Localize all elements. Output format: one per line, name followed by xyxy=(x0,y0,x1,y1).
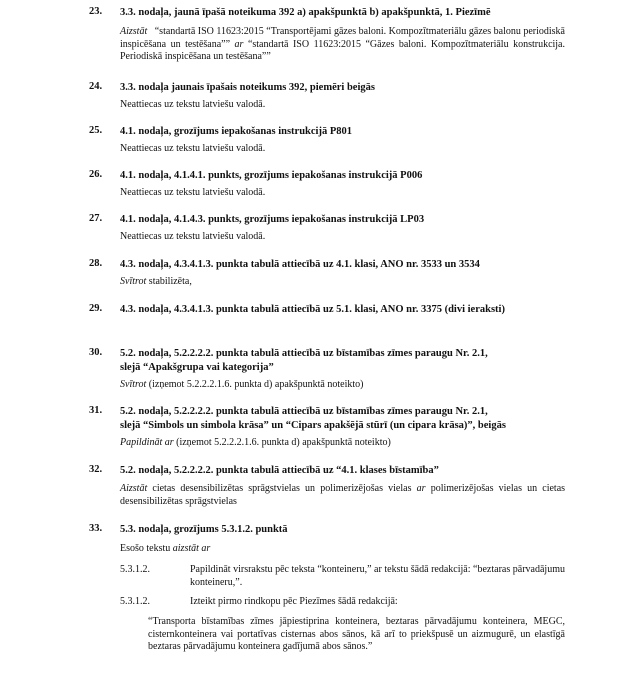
instruction-word: Aizstāt xyxy=(120,26,148,37)
entry-number: 31. xyxy=(89,405,103,416)
entry-body xyxy=(120,276,565,289)
entry-heading: 4.1. nodaļa, 4.1.4.1. punkts, grozījums iepakošanas instrukcijā P006 xyxy=(120,170,423,181)
intro-text: Esošo tekstu xyxy=(120,543,171,554)
entry-number: 23. xyxy=(89,6,103,17)
entry-body xyxy=(120,26,565,64)
item-text: Papildināt virsrakstu pēc teksta “konteineru,” ar tekstu šādā redakcijā: “beztaras pārvadājumu konteineru,”. xyxy=(190,564,565,588)
entry-heading: 5.3. nodaļa, grozījums 5.3.1.2. punktā xyxy=(120,524,288,535)
instruction-word: ar xyxy=(416,483,426,494)
quoted-text: “Transporta bīstamības zīmes jāpiestiprina konteinera, beztaras pārvadājumu konteinera, MEGC, cisternkonteinera vai portatīvas cisternas abos sānos, kā arī to priekšpusē un aizmugurē, un elastīgā beztaras pārvadājumu konteinera gadījumā abos sānos.” xyxy=(148,616,565,652)
entry-text: “standartā ISO 11623:2015 “Gāzes baloni. Kompozītmateriālu konstrukcija. Periodiskā inspicēšana un testēšana”” xyxy=(120,38,565,62)
entry-number: 30. xyxy=(89,347,103,358)
entry-text: cietas desensibilizētas sprāgstvielas un polimerizējošas vielas xyxy=(152,483,412,494)
instruction-word: aizstāt ar xyxy=(172,543,211,554)
instruction-word: Svītrot xyxy=(120,276,147,287)
entry-body: Neattiecas uz tekstu latviešu valodā. xyxy=(120,143,266,154)
entry-text: (izņemot 5.2.2.2.1.6. punkta d) apakšpunktā noteikto) xyxy=(176,437,391,448)
entry-body xyxy=(120,483,565,508)
entry-number: 25. xyxy=(89,125,103,136)
item-ref: 5.3.1.2. xyxy=(120,596,150,607)
entry-number: 28. xyxy=(89,258,103,269)
entry-heading: 4.3. nodaļa, 4.3.4.1.3. punkta tabulā attiecībā uz 4.1. klasi, ANO nr. 3533 un 3534 xyxy=(120,259,480,270)
entry-heading-cont: slejā “Apakšgrupa vai kategorija” xyxy=(120,362,274,373)
entry-heading: 5.2. nodaļa, 5.2.2.2.2. punkta tabulā attiecībā uz bīstamības zīmes paraugu Nr. 2.1, xyxy=(120,348,488,359)
instruction-word: Svītrot xyxy=(120,379,147,390)
entry-heading: 5.2. nodaļa, 5.2.2.2.2. punkta tabulā attiecībā uz “4.1. klases bīstamība” xyxy=(120,465,439,476)
entry-heading: 4.1. nodaļa, grozījums iepakošanas instrukcijā P801 xyxy=(120,126,352,137)
entry-number: 29. xyxy=(89,303,103,314)
entry-number: 27. xyxy=(89,213,103,224)
entry-heading-cont: slejā “Simbols un simbola krāsa” un “Cipars apakšējā stūrī (un cipara krāsa)”, beigās xyxy=(120,420,506,431)
entry-intro xyxy=(120,543,565,556)
entry-number: 32. xyxy=(89,464,103,475)
entry-number: 24. xyxy=(89,81,103,92)
entry-body xyxy=(120,379,565,392)
entry-body: Neattiecas uz tekstu latviešu valodā. xyxy=(120,99,266,110)
entry-heading: 4.1. nodaļa, 4.1.4.3. punkts, grozījums iepakošanas instrukcijā LP03 xyxy=(120,214,425,225)
entry-body xyxy=(120,437,565,450)
entry-body: Neattiecas uz tekstu latviešu valodā. xyxy=(120,231,266,242)
entry-text: polimerizējošas vielas un cietas desensibilizētas sprāgstvielas xyxy=(120,483,566,507)
item-ref: 5.3.1.2. xyxy=(120,564,150,575)
entry-heading: 3.3. nodaļa, jaunā īpašā noteikuma 392 a) apakšpunktā b) apakšpunktā, 1. Piezīmē xyxy=(120,7,491,18)
entry-number: 26. xyxy=(89,169,103,180)
entry-text: (izņemot 5.2.2.2.1.6. punkta d) apakšpunktā noteikto) xyxy=(148,379,364,390)
instruction-word: Aizstāt xyxy=(120,483,148,494)
entry-text: stabilizēta, xyxy=(148,276,192,287)
instruction-word: ar xyxy=(234,38,244,50)
entry-heading: 5.2. nodaļa, 5.2.2.2.2. punkta tabulā attiecībā uz bīstamības zīmes paraugu Nr. 2.1, xyxy=(120,406,488,417)
entry-body: Neattiecas uz tekstu latviešu valodā. xyxy=(120,187,266,198)
instruction-word: Papildināt ar xyxy=(120,437,174,448)
entry-heading: 4.3. nodaļa, 4.3.4.1.3. punkta tabulā attiecībā uz 5.1. klasi, ANO nr. 3375 (divi ieraksti) xyxy=(120,304,505,315)
entry-number: 33. xyxy=(89,523,103,534)
entry-heading: 3.3. nodaļa jaunais īpašais noteikums 392, piemēri beigās xyxy=(120,82,375,93)
entry-text: “standartā ISO 11623:2015 “Transportējami gāzes baloni. Kompozītmateriālu gāzes balonu periodiskā inspicēšana un testēšana”” xyxy=(120,26,565,50)
item-text: Izteikt pirmo rindkopu pēc Piezīmes šādā redakcijā: xyxy=(190,596,398,607)
